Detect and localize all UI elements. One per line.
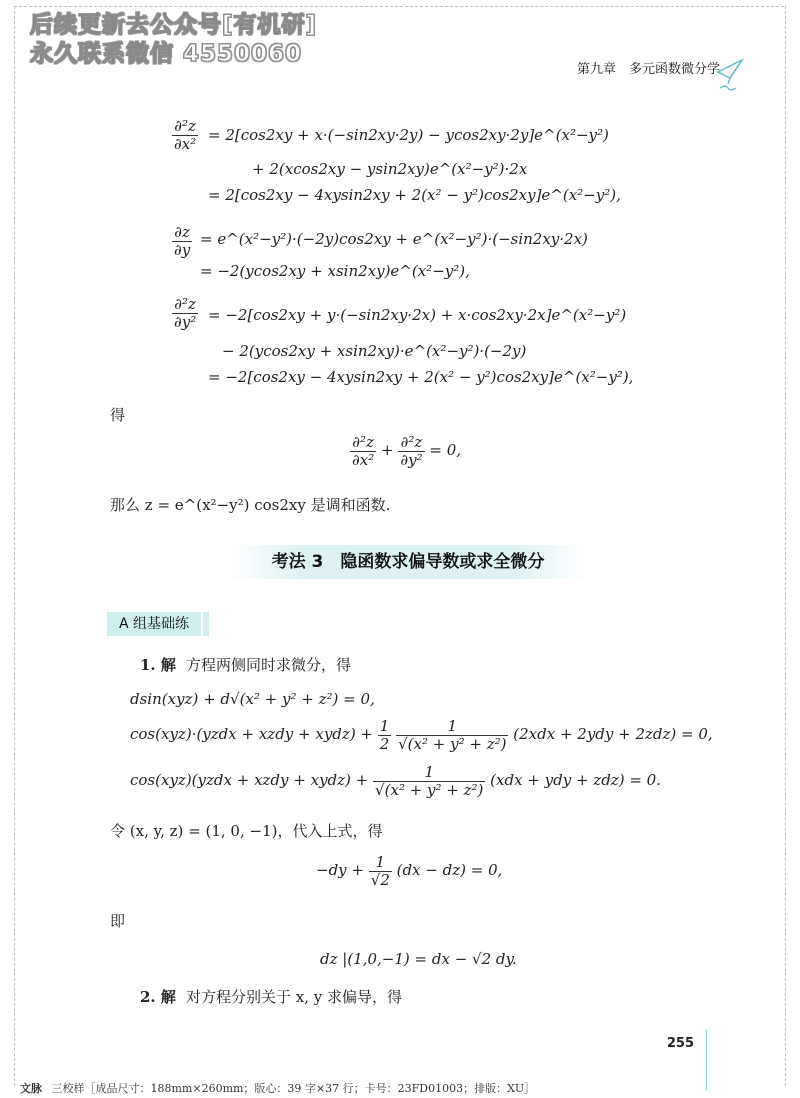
solution-2-intro: 对方程分别关于 x, y 求偏导，得 [186,988,403,1006]
zxx-line-1: = 2[cos2xy + x·(−sin2xy·2y) − ycos2xy·2y]e^(x²−y²) [208,126,609,144]
text-ji: 即 [110,912,126,930]
zxx-line-2: + 2(xcos2xy − ysin2xy)e^(x²−y²)·2x [252,160,528,178]
zyy-lhs: $\frac{\text{∂²z}}{\text{∂y²}}$ [174,295,197,331]
laplace-equation: $\frac{\text{∂²z}}{\text{∂x²}}$ + $\frac{\text{∂²z}}{\text{∂y²}}$ = 0, [352,433,462,469]
solution-2-label: 2. 解 [140,988,176,1006]
zy-line-2: = −2(ycos2xy + xsin2xy)e^(x²−y²), [200,262,470,280]
text-de: 得 [110,406,126,424]
solution-1-eq5: dz |(1,0,−1) = dx − √2 dy. [320,950,517,968]
solution-1-eq4: −dy + $\frac{1}{√2}$ (dx − dz) = 0, [316,853,503,889]
zy-lhs: $\frac{\partial z}{\partial y}$ [174,223,191,259]
substitution-text: 令 (x, y, z) = (1, 0, −1)，代入上式，得 [110,822,383,840]
watermark-line-1: 后续更新去公众号[有机研] [30,12,318,38]
chapter-header: 第九章 多元函数微分学 [576,62,720,77]
zyy-line-1: = −2[cos2xy + y·(−sin2xy·2x) + x·cos2xy·2x]e^(x²−y²) [208,306,627,324]
footer-brand: 文脉 [20,1082,42,1095]
section-title: 考法 3 隐函数求偏导数或求全微分 [228,545,588,579]
watermark-line-2: 永久联系微信 4550060 [30,41,303,67]
group-tag: A 组基础练 [107,612,201,636]
solution-1-eq2: cos(xyz)·(yzdx + xzdy + xydz) + $\frac{1}{2}$ $\frac{1}{\text{√(x² + y² + z²)}}$ (2xdx + 2ydy + 2zdz) = 0, [130,717,713,753]
zxx-line-3: = 2[cos2xy − 4xysin2xy + 2(x² − y²)cos2xy]e^(x²−y²), [208,186,621,204]
zyy-line-3: = −2[cos2xy − 4xysin2xy + 2(x² − y²)cos2xy]e^(x²−y²), [208,368,634,386]
zy-line-1: = e^(x²−y²)·(−2y)cos2xy + e^(x²−y²)·(−sin2xy·2x) [200,230,588,248]
footer-text: 三校样［成品尺寸：188mm×260mm；版心：39 字×37 行；卡号：23FD01003；排版：XU］ [51,1082,536,1095]
conclusion-text: 那么 z = e^(x²−y²) cos2xy 是调和函数. [110,496,391,514]
zxx-lhs: $\frac{\text{∂²z}}{\text{∂x²}}$ [174,117,197,153]
paper-plane-icon [716,54,744,94]
footer [20,1080,535,1096]
page-number-rule [706,1030,707,1090]
solution-1-eq1: dsin(xyz) + d√(x² + y² + z²) = 0, [130,690,375,708]
solution-1-label: 1. 解 [140,656,176,674]
solution-1-intro: 方程两侧同时求微分，得 [186,656,352,674]
zyy-line-2: − 2(ycos2xy + xsin2xy)·e^(x²−y²)·(−2y) [222,342,527,360]
page-number: 255 [666,1036,694,1051]
solution-1-eq3: cos(xyz)(yzdx + xzdy + xydz) + $\frac{1}{\text{√(x² + y² + z²)}}$ (xdx + ydy + zdz) = 0. [130,763,661,799]
